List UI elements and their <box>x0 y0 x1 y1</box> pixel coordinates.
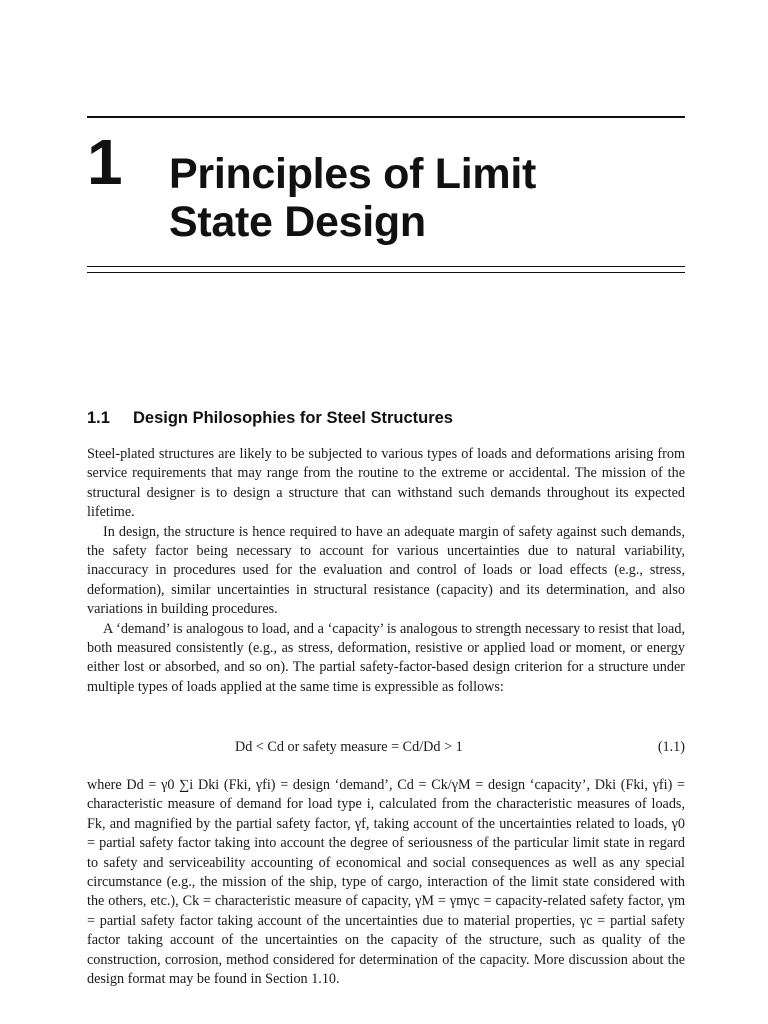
paragraph-2: In design, the structure is hence required to have an adequate margin of safety against such demands, the safety factor being necessary to account for various uncertainties due to natural variability, inaccuracy in procedures used for the evaluation and control of loads or load effects (e.g., stress, deformation), similar uncertainties in structural resistance (capacity) and its determination, and also variations in building procedures. <box>87 523 685 618</box>
chapter-top-rule <box>87 116 685 118</box>
chapter-number: 1 <box>87 126 123 198</box>
section-number: 1.1 <box>87 409 110 427</box>
section-title: Design Philosophies for Steel Structures <box>133 409 453 427</box>
paragraph-1: Steel-plated structures are likely to be subjected to various types of loads and deformations arising from service requirements that may range from the routine to the extreme or accidental. The mission of the structural designer is to design a structure that can withstand such demands throughout its expected lifetime. <box>87 446 685 521</box>
chapter-title-line-2: State Design <box>169 198 426 246</box>
section-heading <box>87 407 453 429</box>
where-paragraph-block <box>87 776 685 989</box>
paragraph-3: A ‘demand’ is analogous to load, and a ‘capacity’ is analogous to strength necessary to resist that load, both measured consistently (e.g., as stress, deformation, resistive or applied load or moment, or energy either lost or absorbed, and so on). The partial safety-factor-based design criterion for a structure under multiple types of loads applied at the same time is expressible as follows: <box>87 620 685 695</box>
equation-body: Dd < Cd or safety measure = Cd/Dd > 1 <box>235 739 463 755</box>
body-text <box>87 445 685 697</box>
equation-1-1 <box>87 737 685 757</box>
chapter-bottom-rule <box>87 266 685 273</box>
equation-number: (1.1) <box>657 739 685 755</box>
chapter-title-line-1: Principles of Limit <box>169 150 537 198</box>
chapter-title <box>169 150 669 246</box>
book-page <box>87 0 685 1024</box>
where-paragraph: where Dd = γ0 ∑i Dki (Fki, γfi) = design ‘demand’, Cd = Ck/γM = design ‘capacity’, Dki (Fki, γfi) = characteristic measure of demand for load type i, calculated from the characteristic measures of loads, Fk, and magnified by the partial safety factor, γf, taking account of the uncertainties related to loads, γ0 = partial safety factor taking into account the degree of seriousness of the particular limit state in regard to safety and serviceability accounting of economical and social consequences as well as any special circumstance (e.g., the mission of the ship, type of cargo, interaction of the limit state considered with the others, etc.), Ck = characteristic measure of capacity, γM = γmγc = capacity-related safety factor, γm = partial safety factor taking account of the uncertainties due to material properties, γc = partial safety factor taking account of the uncertainties on the capacity of the structure, such as quality of the construction, corrosion, method considered for determination of the capacity. More discussion about the design format may be found in Section 1.10. <box>87 777 685 988</box>
